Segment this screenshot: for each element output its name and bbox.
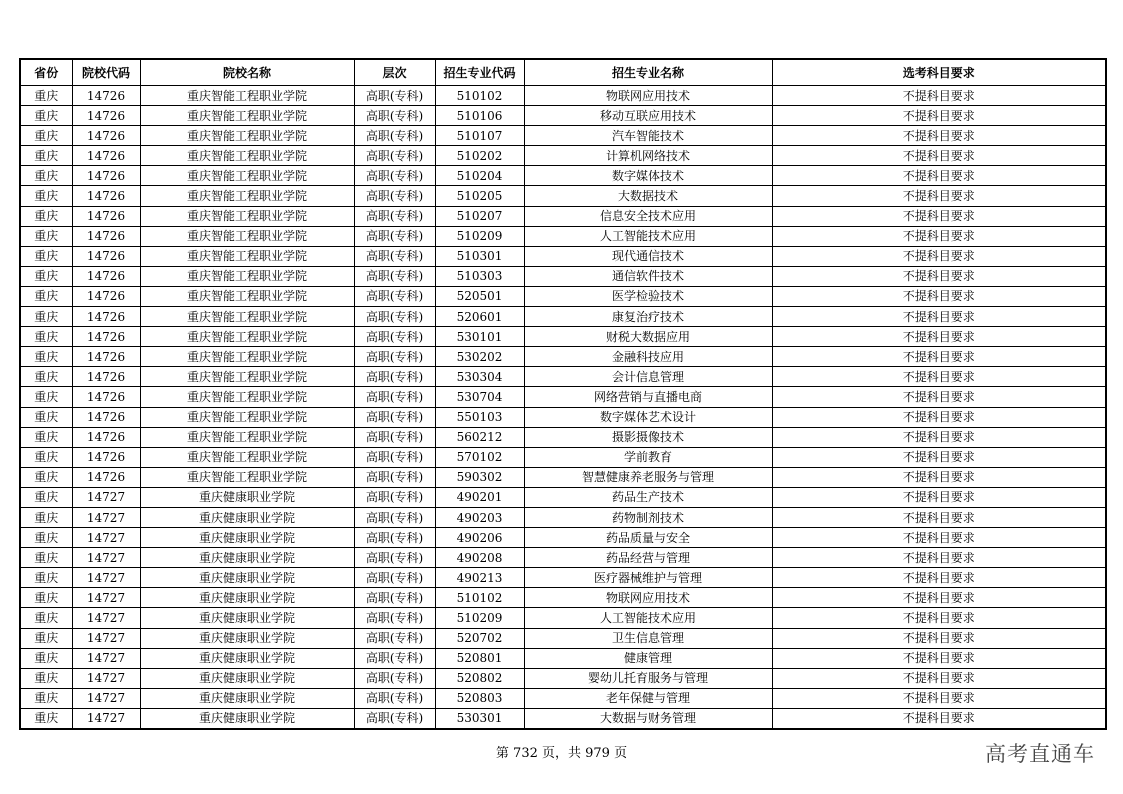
cell-major-name: 婴幼儿托育服务与管理 xyxy=(524,668,772,688)
cell-subject-requirement: 不提科目要求 xyxy=(772,608,1106,628)
cell-major-code: 510102 xyxy=(435,588,524,608)
table-row xyxy=(20,387,1106,407)
cell-major-name: 智慧健康养老服务与管理 xyxy=(524,467,772,487)
cell-major-name: 药物制剂技术 xyxy=(524,507,772,527)
cell-subject-requirement: 不提科目要求 xyxy=(772,246,1106,266)
cell-major-name: 人工智能技术应用 xyxy=(524,608,772,628)
cell-major-code: 510301 xyxy=(435,246,524,266)
cell-school-code: 14726 xyxy=(72,467,140,487)
table-row xyxy=(20,487,1106,507)
cell-subject-requirement: 不提科目要求 xyxy=(772,206,1106,226)
cell-major-name: 学前教育 xyxy=(524,447,772,467)
cell-major-code: 490201 xyxy=(435,487,524,507)
cell-major-code: 510106 xyxy=(435,106,524,126)
table-row xyxy=(20,166,1106,186)
cell-province: 重庆 xyxy=(20,608,72,628)
table-row xyxy=(20,568,1106,588)
cell-subject-requirement: 不提科目要求 xyxy=(772,166,1106,186)
cell-school-code: 14727 xyxy=(72,648,140,668)
cell-level: 高职(专科) xyxy=(354,387,435,407)
column-header-level: 层次 xyxy=(354,59,435,86)
cell-school-code: 14727 xyxy=(72,668,140,688)
admission-table xyxy=(19,58,1107,730)
cell-province: 重庆 xyxy=(20,347,72,367)
table-row xyxy=(20,246,1106,266)
cell-level: 高职(专科) xyxy=(354,507,435,527)
column-header-province: 省份 xyxy=(20,59,72,86)
cell-level: 高职(专科) xyxy=(354,106,435,126)
table-row xyxy=(20,226,1106,246)
cell-level: 高职(专科) xyxy=(354,467,435,487)
cell-level: 高职(专科) xyxy=(354,528,435,548)
cell-major-code: 510204 xyxy=(435,166,524,186)
watermark-logo: 高考直通车 xyxy=(985,742,1095,766)
cell-school-name: 重庆健康职业学院 xyxy=(140,528,354,548)
cell-province: 重庆 xyxy=(20,507,72,527)
cell-subject-requirement: 不提科目要求 xyxy=(772,528,1106,548)
cell-school-code: 14727 xyxy=(72,588,140,608)
cell-school-name: 重庆智能工程职业学院 xyxy=(140,387,354,407)
cell-school-code: 14726 xyxy=(72,166,140,186)
cell-major-name: 医学检验技术 xyxy=(524,286,772,306)
table-row xyxy=(20,708,1106,729)
cell-subject-requirement: 不提科目要求 xyxy=(772,327,1106,347)
cell-school-code: 14726 xyxy=(72,447,140,467)
cell-province: 重庆 xyxy=(20,487,72,507)
page-number: 第 732 页，共 979 页 xyxy=(495,746,628,761)
cell-major-code: 560212 xyxy=(435,427,524,447)
cell-major-code: 530101 xyxy=(435,327,524,347)
table-row xyxy=(20,307,1106,327)
column-header-school-name: 院校名称 xyxy=(140,59,354,86)
cell-school-name: 重庆智能工程职业学院 xyxy=(140,86,354,106)
cell-subject-requirement: 不提科目要求 xyxy=(772,568,1106,588)
cell-school-code: 14726 xyxy=(72,367,140,387)
cell-school-name: 重庆智能工程职业学院 xyxy=(140,226,354,246)
cell-school-name: 重庆智能工程职业学院 xyxy=(140,126,354,146)
table-row xyxy=(20,106,1106,126)
cell-school-code: 14726 xyxy=(72,327,140,347)
cell-school-name: 重庆智能工程职业学院 xyxy=(140,347,354,367)
table-row xyxy=(20,507,1106,527)
cell-subject-requirement: 不提科目要求 xyxy=(772,427,1106,447)
cell-province: 重庆 xyxy=(20,106,72,126)
cell-major-code: 520501 xyxy=(435,286,524,306)
table-row xyxy=(20,407,1106,427)
cell-school-name: 重庆健康职业学院 xyxy=(140,487,354,507)
cell-major-code: 510303 xyxy=(435,266,524,286)
cell-province: 重庆 xyxy=(20,186,72,206)
cell-major-code: 530304 xyxy=(435,367,524,387)
table-header xyxy=(20,59,1106,86)
cell-major-code: 520702 xyxy=(435,628,524,648)
cell-major-name: 金融科技应用 xyxy=(524,347,772,367)
cell-school-code: 14726 xyxy=(72,387,140,407)
cell-major-name: 药品质量与安全 xyxy=(524,528,772,548)
column-header-school-code: 院校代码 xyxy=(72,59,140,86)
cell-school-name: 重庆智能工程职业学院 xyxy=(140,246,354,266)
cell-subject-requirement: 不提科目要求 xyxy=(772,146,1106,166)
cell-major-name: 物联网应用技术 xyxy=(524,86,772,106)
cell-school-name: 重庆健康职业学院 xyxy=(140,608,354,628)
cell-school-name: 重庆健康职业学院 xyxy=(140,548,354,568)
cell-level: 高职(专科) xyxy=(354,487,435,507)
cell-school-code: 14727 xyxy=(72,608,140,628)
cell-province: 重庆 xyxy=(20,668,72,688)
table-row xyxy=(20,266,1106,286)
cell-province: 重庆 xyxy=(20,427,72,447)
table-row xyxy=(20,548,1106,568)
cell-province: 重庆 xyxy=(20,548,72,568)
cell-level: 高职(专科) xyxy=(354,608,435,628)
cell-major-code: 510209 xyxy=(435,608,524,628)
cell-level: 高职(专科) xyxy=(354,628,435,648)
cell-province: 重庆 xyxy=(20,588,72,608)
cell-province: 重庆 xyxy=(20,126,72,146)
cell-level: 高职(专科) xyxy=(354,86,435,106)
table-row xyxy=(20,146,1106,166)
cell-school-name: 重庆智能工程职业学院 xyxy=(140,206,354,226)
cell-subject-requirement: 不提科目要求 xyxy=(772,226,1106,246)
cell-school-code: 14726 xyxy=(72,226,140,246)
cell-province: 重庆 xyxy=(20,528,72,548)
cell-school-name: 重庆智能工程职业学院 xyxy=(140,447,354,467)
cell-major-name: 药品生产技术 xyxy=(524,487,772,507)
cell-school-name: 重庆智能工程职业学院 xyxy=(140,146,354,166)
cell-subject-requirement: 不提科目要求 xyxy=(772,367,1106,387)
table-row xyxy=(20,588,1106,608)
cell-school-code: 14726 xyxy=(72,186,140,206)
cell-school-name: 重庆健康职业学院 xyxy=(140,668,354,688)
cell-school-code: 14726 xyxy=(72,146,140,166)
cell-school-name: 重庆智能工程职业学院 xyxy=(140,427,354,447)
cell-school-name: 重庆智能工程职业学院 xyxy=(140,407,354,427)
column-header-major-name: 招生专业名称 xyxy=(524,59,772,86)
cell-major-code: 530202 xyxy=(435,347,524,367)
table-row xyxy=(20,608,1106,628)
table-row xyxy=(20,126,1106,146)
cell-province: 重庆 xyxy=(20,86,72,106)
cell-major-code: 520802 xyxy=(435,668,524,688)
table-row xyxy=(20,367,1106,387)
cell-major-name: 康复治疗技术 xyxy=(524,307,772,327)
cell-subject-requirement: 不提科目要求 xyxy=(772,668,1106,688)
table-row xyxy=(20,688,1106,708)
cell-province: 重庆 xyxy=(20,367,72,387)
cell-subject-requirement: 不提科目要求 xyxy=(772,628,1106,648)
cell-school-code: 14726 xyxy=(72,286,140,306)
cell-school-code: 14726 xyxy=(72,126,140,146)
cell-major-name: 物联网应用技术 xyxy=(524,588,772,608)
cell-province: 重庆 xyxy=(20,307,72,327)
cell-province: 重庆 xyxy=(20,286,72,306)
cell-school-name: 重庆健康职业学院 xyxy=(140,568,354,588)
cell-school-name: 重庆智能工程职业学院 xyxy=(140,307,354,327)
cell-level: 高职(专科) xyxy=(354,427,435,447)
cell-school-code: 14727 xyxy=(72,628,140,648)
cell-school-code: 14726 xyxy=(72,206,140,226)
cell-level: 高职(专科) xyxy=(354,688,435,708)
cell-school-code: 14726 xyxy=(72,347,140,367)
cell-level: 高职(专科) xyxy=(354,588,435,608)
cell-major-code: 590302 xyxy=(435,467,524,487)
cell-subject-requirement: 不提科目要求 xyxy=(772,347,1106,367)
cell-school-code: 14726 xyxy=(72,106,140,126)
cell-province: 重庆 xyxy=(20,447,72,467)
cell-school-code: 14726 xyxy=(72,266,140,286)
table-row xyxy=(20,447,1106,467)
cell-major-code: 570102 xyxy=(435,447,524,467)
cell-subject-requirement: 不提科目要求 xyxy=(772,407,1106,427)
table-row xyxy=(20,186,1106,206)
cell-major-code: 520601 xyxy=(435,307,524,327)
cell-major-name: 药品经营与管理 xyxy=(524,548,772,568)
cell-school-code: 14727 xyxy=(72,487,140,507)
cell-level: 高职(专科) xyxy=(354,668,435,688)
cell-subject-requirement: 不提科目要求 xyxy=(772,266,1106,286)
header-row xyxy=(20,59,1106,86)
cell-school-name: 重庆智能工程职业学院 xyxy=(140,106,354,126)
cell-subject-requirement: 不提科目要求 xyxy=(772,467,1106,487)
cell-level: 高职(专科) xyxy=(354,548,435,568)
table-row xyxy=(20,528,1106,548)
cell-school-name: 重庆智能工程职业学院 xyxy=(140,186,354,206)
cell-subject-requirement: 不提科目要求 xyxy=(772,186,1106,206)
cell-school-name: 重庆健康职业学院 xyxy=(140,648,354,668)
cell-subject-requirement: 不提科目要求 xyxy=(772,507,1106,527)
cell-level: 高职(专科) xyxy=(354,246,435,266)
cell-province: 重庆 xyxy=(20,568,72,588)
cell-subject-requirement: 不提科目要求 xyxy=(772,688,1106,708)
cell-school-code: 14726 xyxy=(72,407,140,427)
cell-level: 高职(专科) xyxy=(354,347,435,367)
cell-major-name: 卫生信息管理 xyxy=(524,628,772,648)
table-row xyxy=(20,628,1106,648)
cell-level: 高职(专科) xyxy=(354,266,435,286)
cell-level: 高职(专科) xyxy=(354,568,435,588)
column-header-major-code: 招生专业代码 xyxy=(435,59,524,86)
cell-major-name: 移动互联应用技术 xyxy=(524,106,772,126)
cell-major-name: 老年保健与管理 xyxy=(524,688,772,708)
cell-school-code: 14727 xyxy=(72,568,140,588)
cell-subject-requirement: 不提科目要求 xyxy=(772,548,1106,568)
cell-major-code: 550103 xyxy=(435,407,524,427)
cell-major-name: 汽车智能技术 xyxy=(524,126,772,146)
cell-level: 高职(专科) xyxy=(354,166,435,186)
cell-subject-requirement: 不提科目要求 xyxy=(772,487,1106,507)
cell-school-code: 14726 xyxy=(72,427,140,447)
cell-province: 重庆 xyxy=(20,146,72,166)
cell-major-code: 490206 xyxy=(435,528,524,548)
cell-school-code: 14726 xyxy=(72,246,140,266)
cell-level: 高职(专科) xyxy=(354,407,435,427)
cell-major-name: 数字媒体艺术设计 xyxy=(524,407,772,427)
cell-subject-requirement: 不提科目要求 xyxy=(772,588,1106,608)
table-row xyxy=(20,467,1106,487)
cell-school-name: 重庆智能工程职业学院 xyxy=(140,286,354,306)
cell-level: 高职(专科) xyxy=(354,146,435,166)
cell-major-name: 大数据与财务管理 xyxy=(524,708,772,729)
cell-school-name: 重庆健康职业学院 xyxy=(140,628,354,648)
table-row xyxy=(20,286,1106,306)
cell-major-code: 490208 xyxy=(435,548,524,568)
cell-province: 重庆 xyxy=(20,246,72,266)
cell-level: 高职(专科) xyxy=(354,226,435,246)
cell-school-name: 重庆智能工程职业学院 xyxy=(140,467,354,487)
cell-subject-requirement: 不提科目要求 xyxy=(772,447,1106,467)
cell-level: 高职(专科) xyxy=(354,367,435,387)
cell-province: 重庆 xyxy=(20,467,72,487)
cell-major-code: 490213 xyxy=(435,568,524,588)
table-row xyxy=(20,206,1106,226)
cell-province: 重庆 xyxy=(20,387,72,407)
cell-major-name: 信息安全技术应用 xyxy=(524,206,772,226)
cell-school-name: 重庆智能工程职业学院 xyxy=(140,166,354,186)
cell-subject-requirement: 不提科目要求 xyxy=(772,126,1106,146)
cell-major-name: 健康管理 xyxy=(524,648,772,668)
cell-major-name: 计算机网络技术 xyxy=(524,146,772,166)
cell-major-code: 510102 xyxy=(435,86,524,106)
cell-school-name: 重庆健康职业学院 xyxy=(140,688,354,708)
cell-level: 高职(专科) xyxy=(354,126,435,146)
cell-major-code: 530704 xyxy=(435,387,524,407)
table-row xyxy=(20,327,1106,347)
cell-level: 高职(专科) xyxy=(354,708,435,729)
table-row xyxy=(20,86,1106,106)
cell-province: 重庆 xyxy=(20,628,72,648)
cell-school-code: 14727 xyxy=(72,507,140,527)
cell-major-name: 医疗器械维护与管理 xyxy=(524,568,772,588)
column-header-subject-requirement: 选考科目要求 xyxy=(772,59,1106,86)
cell-major-name: 通信软件技术 xyxy=(524,266,772,286)
cell-school-name: 重庆健康职业学院 xyxy=(140,507,354,527)
cell-school-code: 14727 xyxy=(72,528,140,548)
cell-province: 重庆 xyxy=(20,266,72,286)
cell-subject-requirement: 不提科目要求 xyxy=(772,106,1106,126)
cell-school-name: 重庆智能工程职业学院 xyxy=(140,327,354,347)
table-row xyxy=(20,427,1106,447)
table-body xyxy=(20,86,1106,730)
cell-major-name: 摄影摄像技术 xyxy=(524,427,772,447)
cell-subject-requirement: 不提科目要求 xyxy=(772,387,1106,407)
cell-province: 重庆 xyxy=(20,206,72,226)
cell-major-name: 现代通信技术 xyxy=(524,246,772,266)
cell-major-name: 财税大数据应用 xyxy=(524,327,772,347)
cell-major-name: 大数据技术 xyxy=(524,186,772,206)
cell-major-code: 520801 xyxy=(435,648,524,668)
cell-major-code: 510207 xyxy=(435,206,524,226)
cell-major-code: 510209 xyxy=(435,226,524,246)
cell-level: 高职(专科) xyxy=(354,286,435,306)
cell-province: 重庆 xyxy=(20,166,72,186)
table-row xyxy=(20,648,1106,668)
cell-school-code: 14727 xyxy=(72,548,140,568)
cell-school-name: 重庆智能工程职业学院 xyxy=(140,367,354,387)
cell-school-name: 重庆健康职业学院 xyxy=(140,588,354,608)
cell-level: 高职(专科) xyxy=(354,186,435,206)
cell-level: 高职(专科) xyxy=(354,447,435,467)
cell-level: 高职(专科) xyxy=(354,648,435,668)
admission-table-container xyxy=(19,58,1105,730)
cell-subject-requirement: 不提科目要求 xyxy=(772,708,1106,729)
cell-major-code: 520803 xyxy=(435,688,524,708)
cell-major-code: 510107 xyxy=(435,126,524,146)
cell-level: 高职(专科) xyxy=(354,327,435,347)
cell-province: 重庆 xyxy=(20,708,72,729)
cell-province: 重庆 xyxy=(20,226,72,246)
cell-major-code: 510202 xyxy=(435,146,524,166)
cell-school-code: 14726 xyxy=(72,307,140,327)
cell-school-code: 14727 xyxy=(72,688,140,708)
cell-school-name: 重庆健康职业学院 xyxy=(140,708,354,729)
cell-subject-requirement: 不提科目要求 xyxy=(772,648,1106,668)
cell-province: 重庆 xyxy=(20,327,72,347)
cell-school-code: 14726 xyxy=(72,86,140,106)
cell-school-code: 14727 xyxy=(72,708,140,729)
cell-major-code: 490203 xyxy=(435,507,524,527)
table-row xyxy=(20,347,1106,367)
cell-major-code: 510205 xyxy=(435,186,524,206)
cell-level: 高职(专科) xyxy=(354,206,435,226)
cell-major-code: 530301 xyxy=(435,708,524,729)
cell-level: 高职(专科) xyxy=(354,307,435,327)
cell-major-name: 数字媒体技术 xyxy=(524,166,772,186)
cell-subject-requirement: 不提科目要求 xyxy=(772,286,1106,306)
cell-province: 重庆 xyxy=(20,407,72,427)
cell-province: 重庆 xyxy=(20,648,72,668)
cell-school-name: 重庆智能工程职业学院 xyxy=(140,266,354,286)
cell-major-name: 会计信息管理 xyxy=(524,367,772,387)
table-row xyxy=(20,668,1106,688)
cell-province: 重庆 xyxy=(20,688,72,708)
cell-major-name: 网络营销与直播电商 xyxy=(524,387,772,407)
cell-subject-requirement: 不提科目要求 xyxy=(772,307,1106,327)
cell-subject-requirement: 不提科目要求 xyxy=(772,86,1106,106)
cell-major-name: 人工智能技术应用 xyxy=(524,226,772,246)
